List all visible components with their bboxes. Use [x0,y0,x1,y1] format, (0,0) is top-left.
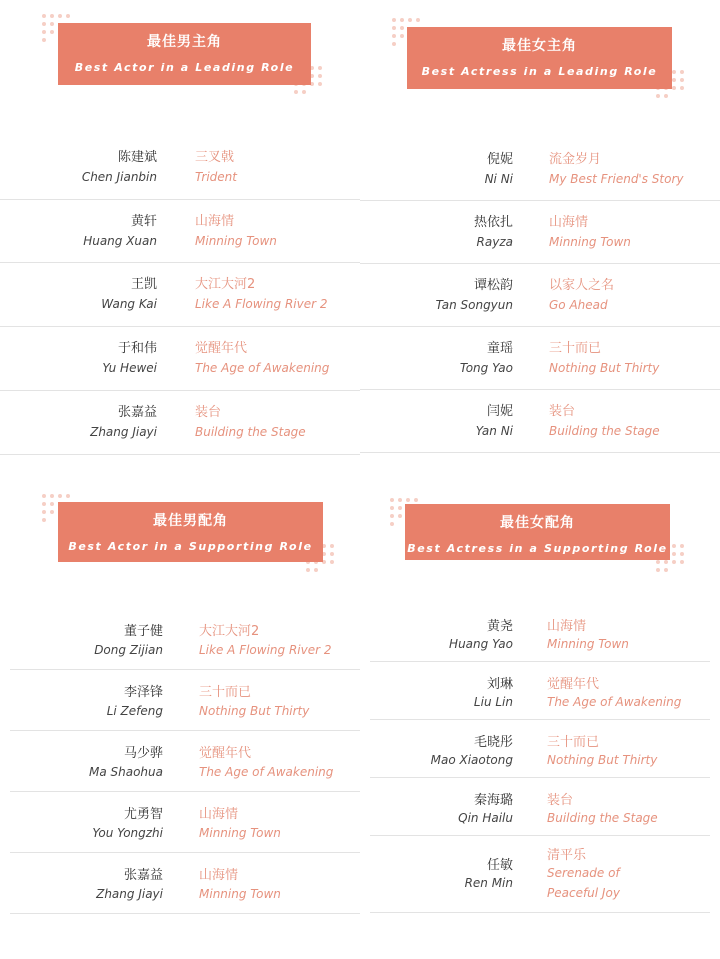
nominee-name-zh: 黄轩 [130,214,157,229]
nominee-row [360,201,720,264]
nominee-name-zh: 于和伟 [117,341,157,356]
section-title-zh: 最佳男主角 [147,34,222,50]
nominee-name-zh: 黄尧 [486,619,513,634]
work-title-en: Go Ahead [549,298,608,312]
nominee-name-zh: 毛晓彤 [473,735,513,750]
nominee-row [360,138,720,201]
nominee-name-en: Qin Hailu [458,811,513,825]
work-title-en: Nothing But Thirty [547,753,658,767]
work-title-zh: 清平乐 [547,848,587,863]
nominee-row [360,327,720,390]
nominee-row [360,390,720,453]
nominee-row [0,263,360,327]
nominee-row [10,731,360,792]
nominee-name-zh: 秦海璐 [473,793,513,808]
work-title-zh: 三叉戟 [195,150,235,165]
work-title-zh: 山海情 [195,214,235,229]
nominee-row [0,200,360,263]
section-title-en: Best Actor in a Supporting Role [68,540,313,553]
nominee-name-zh: 李泽锋 [123,685,163,700]
nominee-name-zh: 尤勇智 [123,807,163,822]
nominee-name-en: Li Zefeng [106,704,163,718]
nominee-name-zh: 闫妮 [486,404,513,419]
nominee-name-zh: 张嘉益 [117,405,157,420]
nominee-row [10,853,360,914]
section-title-zh: 最佳男配角 [153,513,228,529]
nominee-name-en: Tong Yao [459,361,513,375]
section-banner [407,27,672,89]
nominee-name-en: Liu Lin [473,695,513,709]
nominee-name-en: You Yongzhi [92,826,163,840]
work-title-en: Building the Stage [547,811,658,825]
work-title-en: The Age of Awakening [547,695,682,709]
nominee-name-en: Mao Xiaotong [430,753,513,767]
nominee-name-en: Chen Jianbin [81,170,157,184]
work-title-en: Nothing But Thirty [549,361,660,375]
section-best-actor-leading [0,0,360,470]
section-title-zh: 最佳女主角 [502,38,577,54]
nominee-name-en: Yan Ni [475,424,513,438]
nominee-name-zh: 谭松韵 [473,278,513,293]
nominee-name-en: Ma Shaohua [88,765,163,779]
work-title-en: Trident [195,170,237,184]
work-title-en: Building the Stage [549,424,660,438]
work-title-en: Minning Town [199,826,281,840]
nominee-row [370,836,710,913]
nominee-row [370,662,710,720]
nominee-name-en: Zhang Jiayi [96,887,163,901]
work-title-en: Minning Town [199,887,281,901]
nominee-name-en: Huang Xuan [83,234,157,248]
section-title-en: Best Actress in a Leading Role [421,65,658,78]
work-title-zh: 山海情 [549,215,589,230]
section-best-actress-supporting [368,480,720,959]
nominee-name-zh: 陈建斌 [117,150,157,165]
work-title-en: The Age of Awakening [195,361,330,375]
work-title-en: My Best Friend's Story [549,172,684,186]
nominee-name-en: Zhang Jiayi [90,425,157,439]
work-title-en: Like A Flowing River 2 [199,643,332,657]
section-banner [405,504,670,560]
work-title-en: Building the Stage [195,425,306,439]
nominee-row [0,136,360,200]
work-title-en: The Age of Awakening [199,765,334,779]
nominee-name-en: Rayza [476,235,513,249]
work-title-zh: 装台 [195,405,222,420]
work-title-zh: 觉醒年代 [195,341,248,356]
nominee-row [360,264,720,327]
work-title-zh: 以家人之名 [549,278,615,293]
nominee-name-en: Tan Songyun [435,298,513,312]
section-title-zh: 最佳女配角 [500,515,575,531]
nominee-name-zh: 王凯 [130,277,157,292]
nominee-name-en: Ren Min [464,876,513,890]
nominee-row [370,604,710,662]
nominee-row [0,327,360,391]
work-title-zh: 觉醒年代 [199,746,252,761]
work-title-en: Minning Town [195,234,277,248]
nominee-name-zh: 倪妮 [486,152,513,167]
nominee-row [0,391,360,455]
work-title-zh: 大江大河2 [199,624,260,639]
nominee-name-zh: 马少骅 [123,746,163,761]
nominee-name-en: Ni Ni [484,172,513,186]
nominee-name-zh: 童瑶 [486,341,513,356]
work-title-zh: 装台 [549,404,576,419]
section-title-en: Best Actress in a Supporting Role [407,542,668,555]
work-title-zh: 流金岁月 [549,152,602,167]
work-title-zh: 装台 [547,793,574,808]
work-title-zh: 觉醒年代 [547,677,600,692]
nominee-name-en: Dong Zijian [94,643,163,657]
nominee-name-zh: 刘琳 [486,677,513,692]
work-title-en: Minning Town [549,235,631,249]
section-best-actress-leading [360,0,720,470]
work-title-en: Nothing But Thirty [199,704,310,718]
section-banner [58,23,311,85]
work-title-zh: 大江大河2 [195,277,256,292]
nominee-name-en: Huang Yao [449,637,513,651]
section-title-en: Best Actor in a Leading Role [74,61,295,74]
nominee-name-zh: 热依扎 [473,215,513,230]
nominee-name-en: Wang Kai [101,297,157,311]
work-title-zh: 三十而已 [547,735,600,750]
work-title-en: Minning Town [547,637,629,651]
work-title-zh: 山海情 [199,807,239,822]
nominee-name-zh: 董子健 [123,624,163,639]
section-best-actor-supporting [0,480,368,959]
nominee-name-zh: 任敏 [486,858,513,873]
work-title-zh: 三十而已 [549,341,602,356]
work-title-zh: 山海情 [547,619,587,634]
nominee-row [10,792,360,853]
work-title-zh: 三十而已 [199,685,252,700]
work-title-zh: 山海情 [199,868,239,883]
nominee-name-en: Yu Hewei [102,361,157,375]
nominee-name-zh: 张嘉益 [123,868,163,883]
section-banner [58,502,323,562]
nominee-row [370,720,710,778]
nominee-row [10,609,360,670]
work-title-en: Serenade of Peaceful Joy [547,866,620,900]
nominee-row [10,670,360,731]
nominee-row [370,778,710,836]
work-title-en: Like A Flowing River 2 [195,297,328,311]
